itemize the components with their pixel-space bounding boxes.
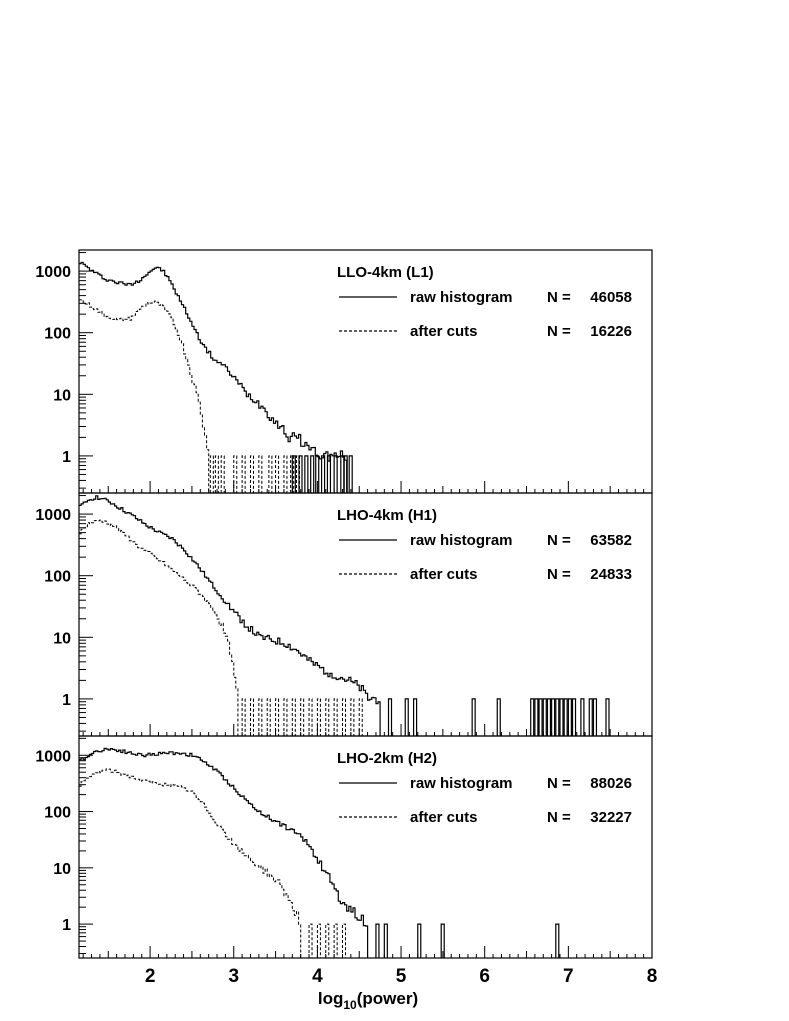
after-cuts-bin [276,456,279,493]
after-cuts-bin [234,456,237,493]
legend-label: raw histogram [410,289,513,306]
raw-bin [543,699,546,736]
raw-histogram [79,748,368,958]
legend-n-value: 24833 [590,566,632,583]
raw-bin [322,456,325,493]
raw-bin [606,699,609,736]
raw-bin [384,924,387,958]
after-cuts-bin [326,924,329,958]
after-cuts-bin [284,456,287,493]
after-cuts-bin [242,456,245,493]
after-cuts-bin [334,699,337,736]
raw-bin [556,924,559,958]
x-tick-label: 3 [228,966,240,987]
y-tick-label: 100 [44,804,71,822]
legend-n-label: N = [547,809,571,826]
y-tick-label: 1000 [35,748,71,766]
after-cuts-bin [215,456,218,493]
raw-bin [535,699,538,736]
raw-bin [418,924,421,958]
legend-label: raw histogram [410,532,513,549]
raw-bin [305,456,308,493]
raw-bin [349,456,352,493]
panel-title: LHO-4km (H1) [337,507,438,524]
after-cuts-bin [309,924,312,958]
y-tick-label: 100 [44,568,71,586]
panel-frame [79,736,652,958]
after-cuts-bin [359,699,362,736]
legend-n-label: N = [547,566,571,583]
legend-n-value: 32227 [590,809,632,826]
raw-bin [334,456,337,493]
after-cuts-bin [351,699,354,736]
after-cuts-bin [250,456,253,493]
y-tick-label: 1000 [35,507,71,525]
after-cuts-bin [267,699,270,736]
after-cuts-bin [342,699,345,736]
raw-bin [564,699,567,736]
after-cuts-bin [221,456,224,493]
raw-bin [376,924,379,958]
y-tick-label: 10 [53,860,71,878]
raw-bin [581,699,584,736]
after-cuts-bin [276,699,279,736]
after-cuts-bin [334,924,337,958]
panel-3 [35,736,652,958]
panel-2 [35,493,652,736]
raw-bin [344,456,347,493]
raw-bin [573,699,576,736]
panel-frame [79,250,652,493]
x-tick-label: 7 [563,966,574,987]
legend-n-label: N = [547,289,571,306]
legend-n-value: 88026 [590,775,632,792]
x-tick-label: 4 [312,966,323,987]
legend-label: after cuts [410,566,478,583]
y-tick-label: 100 [44,325,71,343]
raw-bin [589,699,592,736]
raw-bin [497,699,500,736]
y-tick-label: 10 [53,630,71,648]
raw-bin [560,699,563,736]
legend-n-label: N = [547,323,571,340]
x-axis-title: $\log_{10}(power)$ [317,989,419,1012]
after-cuts-bin [317,924,320,958]
after-cuts-bin [250,699,253,736]
after-cuts-bin [210,456,213,493]
panel-1 [35,250,652,493]
x-tick-label: 5 [395,966,407,987]
panel-title: LHO-2km (H2) [337,750,438,767]
after-cuts-histogram [79,769,301,958]
after-cuts-bin [269,456,272,493]
legend-label: after cuts [410,809,478,826]
raw-bin [389,699,392,736]
after-cuts-bin [242,699,245,736]
after-cuts-bin [259,699,262,736]
after-cuts-histogram [79,300,209,493]
raw-bin [556,699,559,736]
after-cuts-bin [309,699,312,736]
legend-n-value: 16226 [590,323,632,340]
raw-bin [552,699,555,736]
raw-bin [414,699,417,736]
legend-n-value: 46058 [590,289,632,306]
raw-bin [539,699,542,736]
raw-bin [341,456,344,493]
raw-bin [568,699,571,736]
panel-frame [79,493,652,736]
raw-bin [311,456,314,493]
raw-bin [593,699,596,736]
x-axis [145,966,657,1012]
panel-title: LLO-4km (L1) [337,264,434,281]
raw-bin [405,699,408,736]
after-cuts-bin [317,699,320,736]
y-tick-label: 10 [53,387,71,405]
x-tick-label: 6 [479,966,490,987]
y-tick-label: 1000 [35,264,71,282]
raw-bin [531,699,534,736]
legend-n-label: N = [547,532,571,549]
raw-bin [472,699,475,736]
after-cuts-bin [284,699,287,736]
legend-label: raw histogram [410,775,513,792]
raw-bin [547,699,550,736]
y-tick-label: 1 [62,917,71,935]
x-tick-label: 8 [646,966,658,987]
after-cuts-bin [342,924,345,958]
raw-histogram [79,496,380,736]
x-tick-label: 2 [144,966,156,987]
after-cuts-bin [326,699,329,736]
after-cuts-bin [259,456,262,493]
y-tick-label: 1 [62,448,71,466]
legend-n-label: N = [547,775,571,792]
y-tick-label: 1 [62,691,71,709]
after-cuts-histogram [79,520,238,736]
legend-n-value: 63582 [590,532,632,549]
after-cuts-bin [301,699,304,736]
legend-label: after cuts [410,323,478,340]
after-cuts-bin [292,699,295,736]
